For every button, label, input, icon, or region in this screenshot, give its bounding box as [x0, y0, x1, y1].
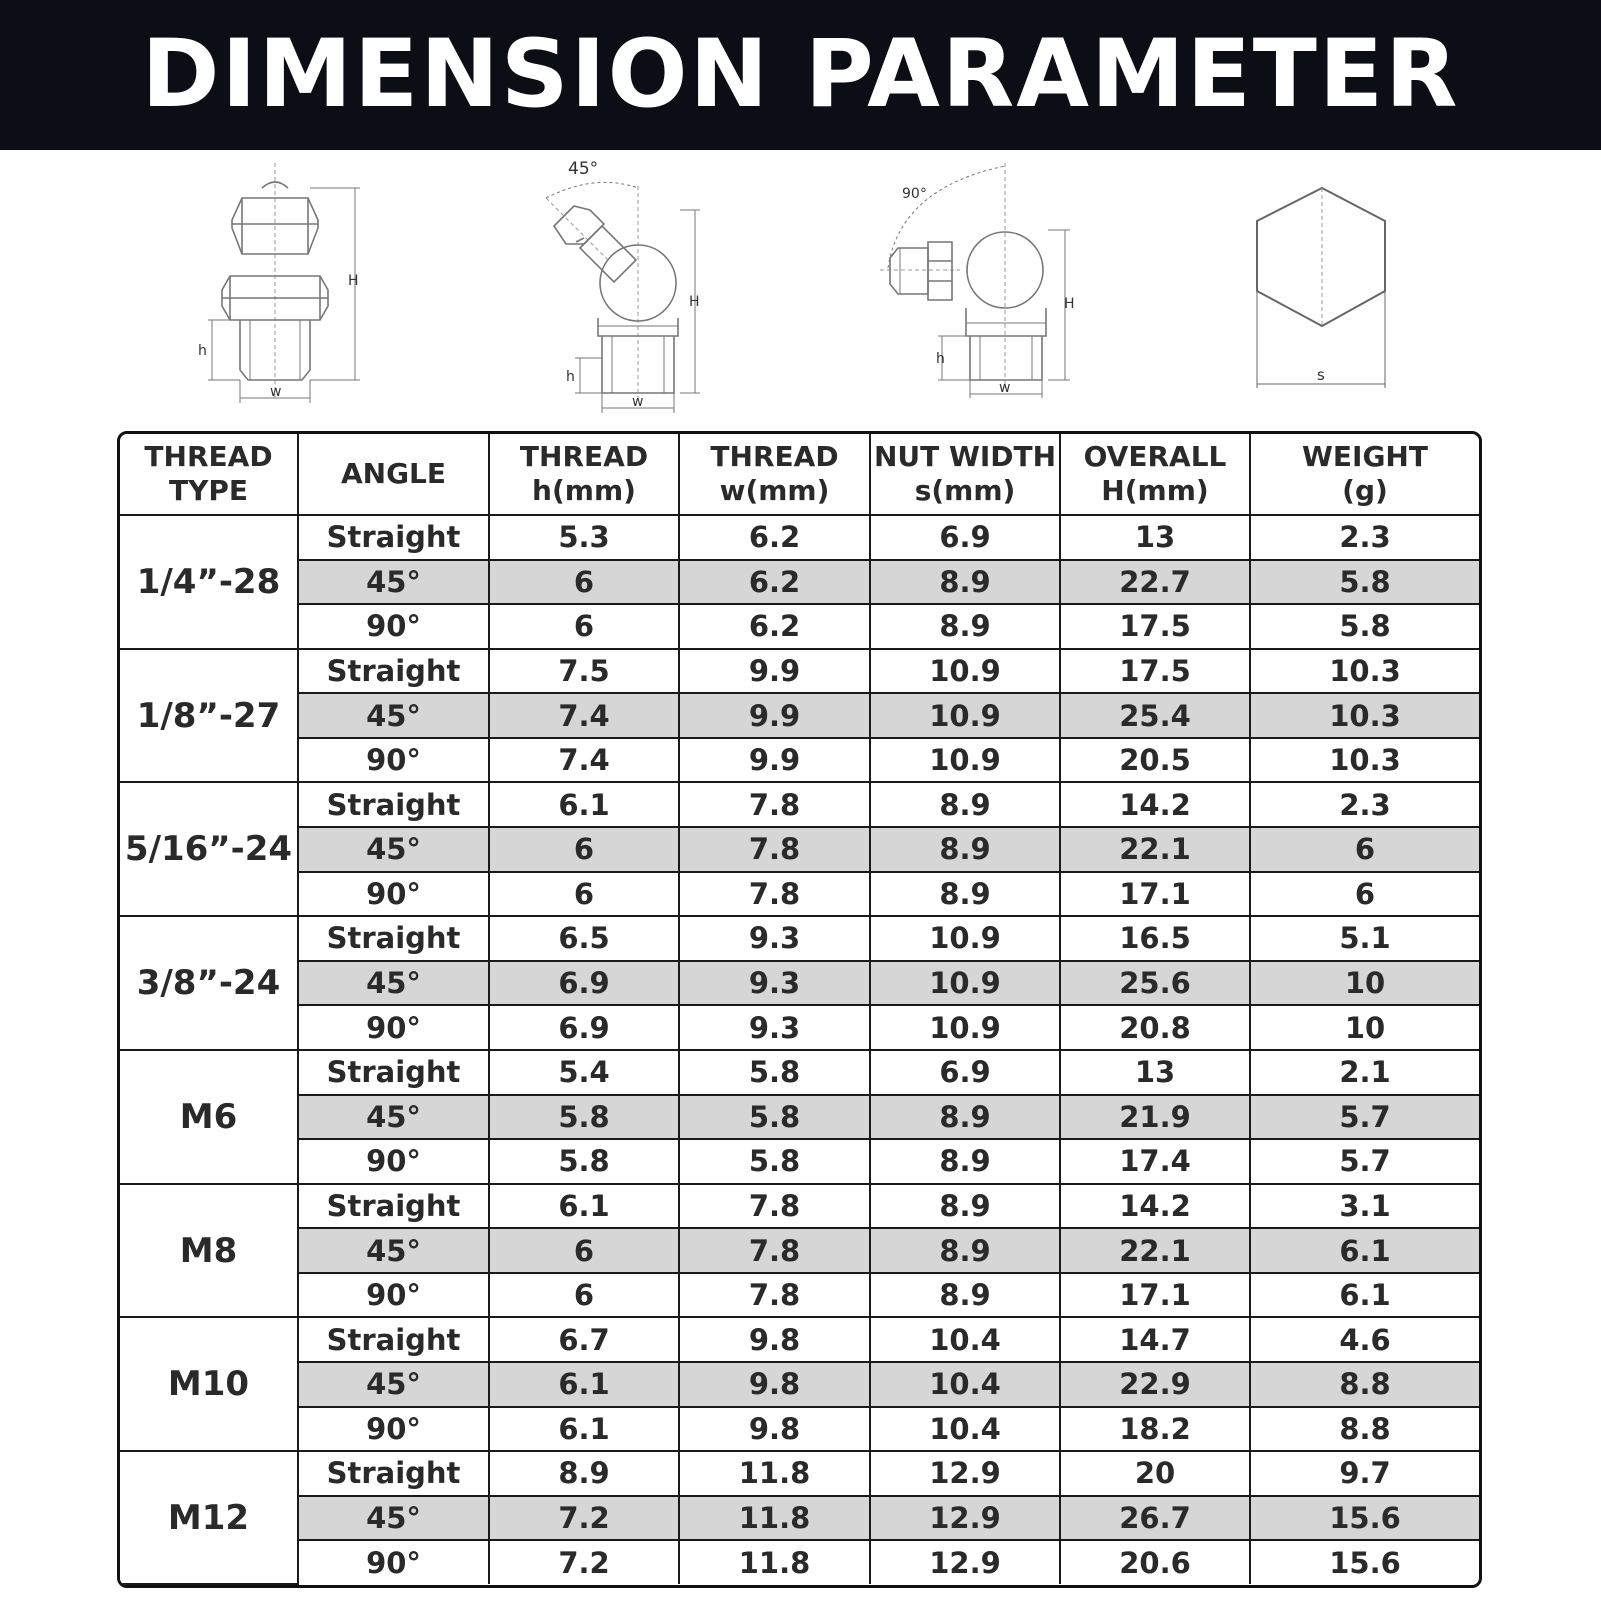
header-nut-width: NUT WIDTH s(mm) — [870, 434, 1060, 515]
table-row — [120, 961, 1479, 1006]
dim-label-h: h — [936, 351, 945, 367]
overall-height-cell: 25.4 — [1060, 693, 1250, 738]
nut-width-cell: 8.9 — [870, 1139, 1060, 1184]
hex-nut-diagram — [1245, 158, 1395, 398]
thread-w-cell: 11.8 — [679, 1496, 870, 1541]
overall-height-cell: 20 — [1060, 1451, 1250, 1496]
overall-height-cell: 20.6 — [1060, 1540, 1250, 1584]
thread-h-cell: 6 — [489, 827, 679, 872]
thread-h-cell: 7.4 — [489, 738, 679, 783]
header-weight: WEIGHT (g) — [1250, 434, 1479, 515]
thread-w-cell: 9.9 — [679, 693, 870, 738]
thread-w-cell: 6.2 — [679, 515, 870, 560]
thread-w-cell: 5.8 — [679, 1095, 870, 1140]
overall-height-cell: 17.4 — [1060, 1139, 1250, 1184]
weight-cell: 15.6 — [1250, 1496, 1479, 1541]
thread-h-cell: 8.9 — [489, 1451, 679, 1496]
overall-height-cell: 25.6 — [1060, 961, 1250, 1006]
nut-width-cell: 10.9 — [870, 961, 1060, 1006]
thread-w-cell: 9.3 — [679, 916, 870, 961]
table-row — [120, 515, 1479, 560]
table-row — [120, 1139, 1479, 1184]
table-row — [120, 693, 1479, 738]
overall-height-cell: 13 — [1060, 515, 1250, 560]
nut-width-cell: 8.9 — [870, 1273, 1060, 1318]
weight-cell: 6 — [1250, 872, 1479, 917]
table-row — [120, 1496, 1479, 1541]
header-thread-w: THREAD w(mm) — [679, 434, 870, 515]
overall-height-cell: 17.1 — [1060, 1273, 1250, 1318]
thread-w-cell: 9.3 — [679, 961, 870, 1006]
table-row — [120, 1317, 1479, 1362]
straight-fitting-diagram — [190, 158, 370, 408]
thread-h-cell: 7.2 — [489, 1540, 679, 1584]
table-row — [120, 782, 1479, 827]
table-header-row — [120, 434, 1479, 515]
angle-cell: 45° — [298, 1095, 489, 1140]
weight-cell: 4.6 — [1250, 1317, 1479, 1362]
thread-w-cell: 7.8 — [679, 827, 870, 872]
thread-type-cell: M12 — [120, 1451, 298, 1584]
overall-height-cell: 14.7 — [1060, 1317, 1250, 1362]
nut-width-cell: 10.9 — [870, 649, 1060, 694]
angle-cell: 90° — [298, 1540, 489, 1584]
overall-height-cell: 22.1 — [1060, 1228, 1250, 1273]
thread-type-cell: M6 — [120, 1050, 298, 1184]
angle-cell: 45° — [298, 693, 489, 738]
overall-height-cell: 22.1 — [1060, 827, 1250, 872]
weight-cell: 5.7 — [1250, 1139, 1479, 1184]
thread-h-cell: 6.1 — [489, 1362, 679, 1407]
weight-cell: 9.7 — [1250, 1451, 1479, 1496]
table-row — [120, 1273, 1479, 1318]
nut-width-cell: 8.9 — [870, 782, 1060, 827]
header-overall-height: OVERALL H(mm) — [1060, 434, 1250, 515]
nut-width-cell: 10.9 — [870, 1005, 1060, 1050]
angle-label-45: 45° — [568, 159, 599, 179]
angle-cell: Straight — [298, 515, 489, 560]
weight-cell: 5.8 — [1250, 560, 1479, 605]
overall-height-cell: 14.2 — [1060, 1184, 1250, 1229]
dim-label-w: w — [999, 380, 1011, 396]
weight-cell: 8.8 — [1250, 1407, 1479, 1452]
thread-w-cell: 9.9 — [679, 738, 870, 783]
thread-type-cell: 1/8”-27 — [120, 649, 298, 783]
angle-cell: 90° — [298, 872, 489, 917]
weight-cell: 2.3 — [1250, 782, 1479, 827]
elbow-90-fitting-diagram — [880, 158, 1080, 408]
weight-cell: 6.1 — [1250, 1273, 1479, 1318]
thread-h-cell: 7.4 — [489, 693, 679, 738]
thread-h-cell: 6 — [489, 1228, 679, 1273]
weight-cell: 5.7 — [1250, 1095, 1479, 1140]
nut-width-cell: 12.9 — [870, 1496, 1060, 1541]
angle-cell: 90° — [298, 1407, 489, 1452]
nut-width-cell: 10.4 — [870, 1362, 1060, 1407]
angle-cell: Straight — [298, 1317, 489, 1362]
nut-width-cell: 10.4 — [870, 1407, 1060, 1452]
angle-cell: 90° — [298, 604, 489, 649]
thread-w-cell: 9.3 — [679, 1005, 870, 1050]
thread-type-cell: 3/8”-24 — [120, 916, 298, 1050]
table-row — [120, 649, 1479, 694]
weight-cell: 2.1 — [1250, 1050, 1479, 1095]
table-row — [120, 1184, 1479, 1229]
thread-w-cell: 9.8 — [679, 1317, 870, 1362]
angle-cell: 90° — [298, 1005, 489, 1050]
weight-cell: 6 — [1250, 827, 1479, 872]
thread-w-cell: 9.8 — [679, 1407, 870, 1452]
thread-h-cell: 7.2 — [489, 1496, 679, 1541]
angle-cell: Straight — [298, 649, 489, 694]
thread-w-cell: 9.9 — [679, 649, 870, 694]
angle-cell: 90° — [298, 738, 489, 783]
dim-label-w: w — [270, 384, 282, 400]
weight-cell: 10 — [1250, 1005, 1479, 1050]
thread-h-cell: 6.1 — [489, 1184, 679, 1229]
nut-width-cell: 10.4 — [870, 1317, 1060, 1362]
weight-cell: 5.8 — [1250, 604, 1479, 649]
table-row — [120, 1050, 1479, 1095]
thread-w-cell: 6.2 — [679, 604, 870, 649]
nut-width-cell: 6.9 — [870, 1050, 1060, 1095]
header-angle: ANGLE — [298, 434, 489, 515]
dimension-table — [120, 434, 1479, 1585]
nut-width-cell: 10.9 — [870, 916, 1060, 961]
thread-w-cell: 11.8 — [679, 1451, 870, 1496]
angle-cell: Straight — [298, 916, 489, 961]
overall-height-cell: 14.2 — [1060, 782, 1250, 827]
table-row — [120, 1362, 1479, 1407]
thread-h-cell: 6 — [489, 560, 679, 605]
angle-label-90: 90° — [902, 186, 927, 202]
nut-width-cell: 8.9 — [870, 872, 1060, 917]
angle-cell: 45° — [298, 1362, 489, 1407]
thread-w-cell: 7.8 — [679, 1184, 870, 1229]
angle-cell: 45° — [298, 1496, 489, 1541]
overall-height-cell: 17.1 — [1060, 872, 1250, 917]
overall-height-cell: 21.9 — [1060, 1095, 1250, 1140]
table-row — [120, 916, 1479, 961]
overall-height-cell: 22.9 — [1060, 1362, 1250, 1407]
nut-width-cell: 8.9 — [870, 827, 1060, 872]
angle-cell: 90° — [298, 1139, 489, 1184]
angle-cell: 45° — [298, 827, 489, 872]
weight-cell: 6.1 — [1250, 1228, 1479, 1273]
overall-height-cell: 13 — [1060, 1050, 1250, 1095]
dim-label-h: h — [566, 369, 575, 385]
overall-height-cell: 26.7 — [1060, 1496, 1250, 1541]
thread-w-cell: 7.8 — [679, 1228, 870, 1273]
weight-cell: 10.3 — [1250, 649, 1479, 694]
overall-height-cell: 18.2 — [1060, 1407, 1250, 1452]
thread-h-cell: 6.9 — [489, 961, 679, 1006]
weight-cell: 10 — [1250, 961, 1479, 1006]
dim-label-H: H — [348, 273, 359, 289]
nut-width-cell: 8.9 — [870, 1184, 1060, 1229]
overall-height-cell: 20.8 — [1060, 1005, 1250, 1050]
nut-width-cell: 8.9 — [870, 560, 1060, 605]
thread-h-cell: 6 — [489, 604, 679, 649]
thread-w-cell: 7.8 — [679, 1273, 870, 1318]
angle-cell: Straight — [298, 782, 489, 827]
thread-w-cell: 5.8 — [679, 1050, 870, 1095]
angle-cell: 45° — [298, 1228, 489, 1273]
thread-h-cell: 6 — [489, 1273, 679, 1318]
thread-type-cell: M10 — [120, 1317, 298, 1451]
weight-cell: 10.3 — [1250, 693, 1479, 738]
table-row — [120, 1540, 1479, 1584]
thread-w-cell: 5.8 — [679, 1139, 870, 1184]
table-row — [120, 872, 1479, 917]
nut-width-cell: 8.9 — [870, 604, 1060, 649]
thread-h-cell: 6.1 — [489, 1407, 679, 1452]
nut-width-cell: 6.9 — [870, 515, 1060, 560]
dim-label-s: s — [1317, 366, 1325, 384]
table-row — [120, 560, 1479, 605]
angle-cell: Straight — [298, 1451, 489, 1496]
nut-width-cell: 12.9 — [870, 1540, 1060, 1584]
angle-cell: 90° — [298, 1273, 489, 1318]
table-row — [120, 738, 1479, 783]
table-row — [120, 827, 1479, 872]
thread-w-cell: 9.8 — [679, 1362, 870, 1407]
dimension-table-container — [117, 431, 1482, 1588]
angle-cell: Straight — [298, 1184, 489, 1229]
weight-cell: 3.1 — [1250, 1184, 1479, 1229]
thread-w-cell: 7.8 — [679, 782, 870, 827]
weight-cell: 8.8 — [1250, 1362, 1479, 1407]
angle-cell: 45° — [298, 961, 489, 1006]
thread-w-cell: 6.2 — [679, 560, 870, 605]
thread-h-cell: 5.8 — [489, 1095, 679, 1140]
weight-cell: 5.1 — [1250, 916, 1479, 961]
dim-label-H: H — [1064, 296, 1075, 312]
dimension-table-body — [120, 515, 1479, 1584]
weight-cell: 15.6 — [1250, 1540, 1479, 1584]
thread-h-cell: 6 — [489, 872, 679, 917]
thread-h-cell: 5.8 — [489, 1139, 679, 1184]
table-row — [120, 1005, 1479, 1050]
table-row — [120, 1451, 1479, 1496]
header-thread-h: THREAD h(mm) — [489, 434, 679, 515]
thread-h-cell: 6.5 — [489, 916, 679, 961]
nut-width-cell: 10.9 — [870, 738, 1060, 783]
dim-label-w: w — [632, 394, 644, 410]
dim-label-H: H — [689, 294, 700, 310]
table-row — [120, 1228, 1479, 1273]
thread-h-cell: 7.5 — [489, 649, 679, 694]
title-banner — [0, 0, 1601, 150]
table-row — [120, 1095, 1479, 1140]
overall-height-cell: 16.5 — [1060, 916, 1250, 961]
nut-width-cell: 10.9 — [870, 693, 1060, 738]
nut-width-cell: 8.9 — [870, 1095, 1060, 1140]
thread-w-cell: 7.8 — [679, 872, 870, 917]
overall-height-cell: 17.5 — [1060, 649, 1250, 694]
table-row — [120, 604, 1479, 649]
thread-h-cell: 5.4 — [489, 1050, 679, 1095]
nut-width-cell: 12.9 — [870, 1451, 1060, 1496]
table-row — [120, 1407, 1479, 1452]
thread-h-cell: 5.3 — [489, 515, 679, 560]
thread-h-cell: 6.7 — [489, 1317, 679, 1362]
page-title: DIMENSION PARAMETER — [141, 20, 1460, 129]
thread-type-cell: 5/16”-24 — [120, 782, 298, 916]
overall-height-cell: 17.5 — [1060, 604, 1250, 649]
thread-type-cell: M8 — [120, 1184, 298, 1318]
thread-w-cell: 11.8 — [679, 1540, 870, 1584]
weight-cell: 10.3 — [1250, 738, 1479, 783]
overall-height-cell: 22.7 — [1060, 560, 1250, 605]
elbow-45-fitting-diagram — [540, 158, 720, 418]
header-thread-type: THREAD TYPE — [120, 434, 298, 515]
weight-cell: 2.3 — [1250, 515, 1479, 560]
dim-label-h: h — [198, 343, 207, 359]
thread-h-cell: 6.9 — [489, 1005, 679, 1050]
thread-h-cell: 6.1 — [489, 782, 679, 827]
angle-cell: Straight — [298, 1050, 489, 1095]
nut-width-cell: 8.9 — [870, 1228, 1060, 1273]
overall-height-cell: 20.5 — [1060, 738, 1250, 783]
angle-cell: 45° — [298, 560, 489, 605]
thread-type-cell: 1/4”-28 — [120, 515, 298, 649]
